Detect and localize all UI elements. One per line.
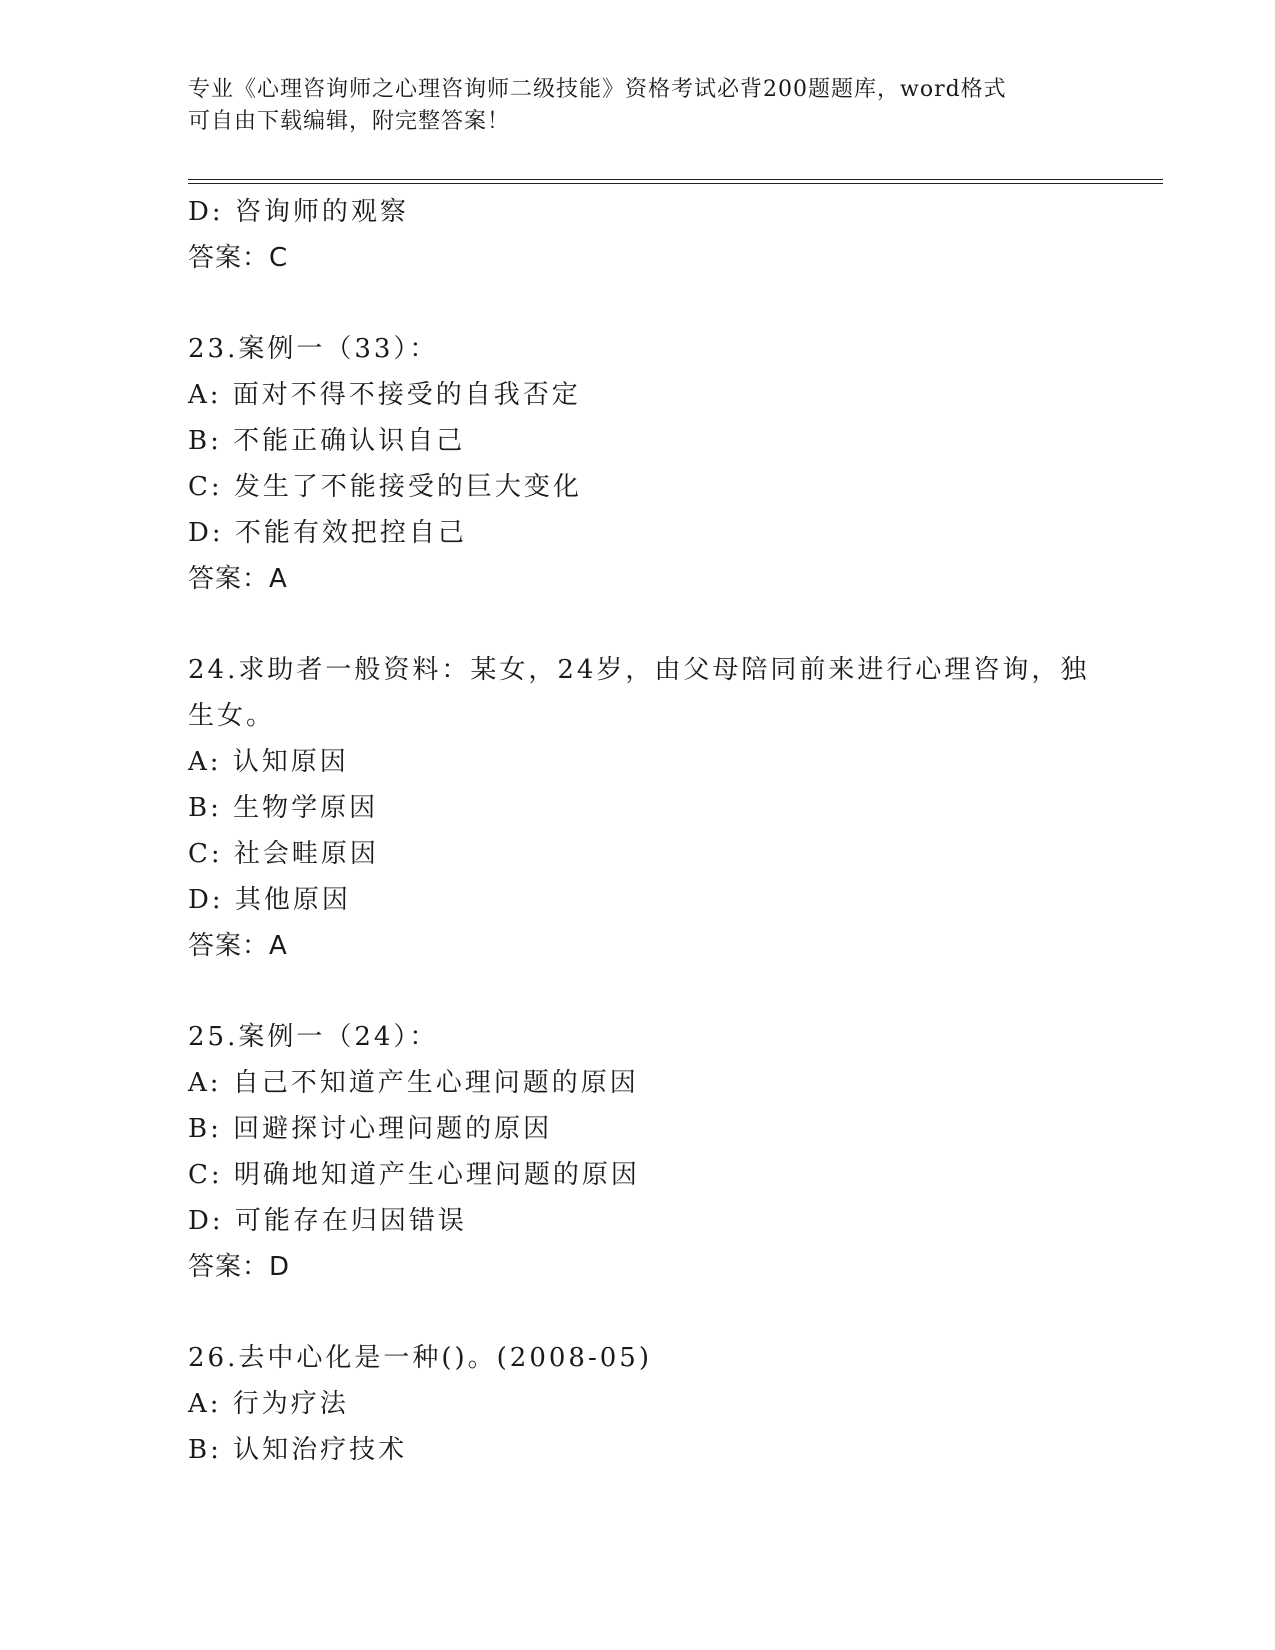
question-title-line-1: 24.求助者一般资料：某女，24岁，由父母陪同前来进行心理咨询，独: [188, 655, 1090, 685]
question-title-line-2: 生女。: [188, 701, 276, 731]
header-rule-top: [188, 179, 1163, 180]
question-25: [188, 1014, 1088, 1290]
question-list: [188, 189, 1088, 1473]
option-c: C: 明确地知道产生心理问题的原因: [188, 1160, 640, 1190]
question-26: [188, 1335, 1088, 1473]
header-line-2: 可自由下载编辑，附完整答案！: [188, 109, 511, 134]
prev-answer: 答案：C: [188, 243, 289, 273]
question-title: 26.去中心化是一种()。(2008-05): [188, 1343, 652, 1373]
option-c: C: 发生了不能接受的巨大变化: [188, 472, 582, 502]
option-b: B: 生物学原因: [188, 793, 379, 823]
option-a: A: 行为疗法: [188, 1389, 349, 1419]
option-a: A: 自己不知道产生心理问题的原因: [188, 1068, 639, 1098]
option-c: C: 社会畦原因: [188, 839, 379, 869]
answer: 答案：A: [188, 931, 288, 961]
option-b: B: 不能正确认识自己: [188, 426, 466, 456]
option-b: B: 认知治疗技术: [188, 1435, 408, 1465]
question-title: 23.案例一（33）：: [188, 334, 439, 364]
prev-option-d: D: 咨询师的观察: [188, 197, 409, 227]
question-24: [188, 647, 1088, 969]
question-23: [188, 326, 1088, 602]
option-b: B: 回避探讨心理问题的原因: [188, 1114, 553, 1144]
header-rule-bottom: [188, 183, 1163, 184]
option-d: D: 不能有效把控自己: [188, 518, 467, 548]
option-d: D: 其他原因: [188, 885, 351, 915]
question-title: 25.案例一（24）：: [188, 1022, 439, 1052]
header-line-1: 专业《心理咨询师之心理咨询师二级技能》资格考试必背200题题库，word格式: [188, 77, 1007, 102]
option-d: D: 可能存在归因错误: [188, 1206, 467, 1236]
answer: 答案：A: [188, 564, 288, 594]
document-header: [188, 74, 1088, 138]
option-a: A: 认知原因: [188, 747, 349, 777]
answer: 答案：D: [188, 1252, 291, 1282]
option-a: A: 面对不得不接受的自我否定: [188, 380, 581, 410]
